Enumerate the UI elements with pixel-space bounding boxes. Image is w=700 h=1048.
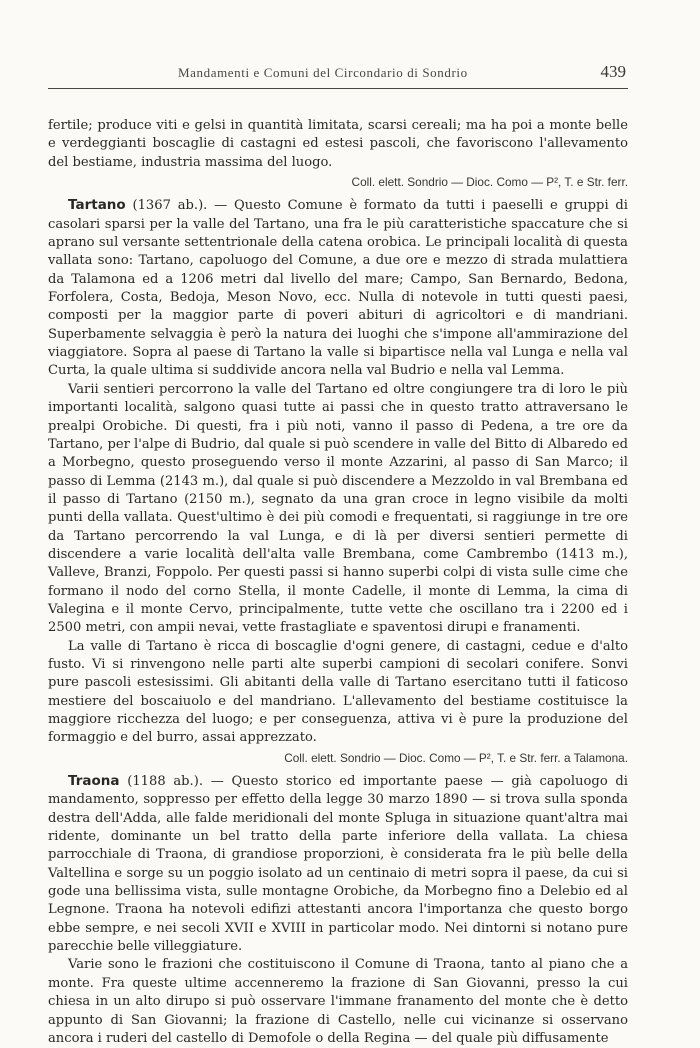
entry-title: Tartano <box>68 197 126 214</box>
running-title: Mandamenti e Comuni del Circondario di Sondrio <box>178 65 468 80</box>
running-header <box>48 62 628 89</box>
entry-traona <box>48 772 628 956</box>
entry-title: Traona <box>68 773 120 790</box>
entry-text: (1188 ab.). — Questo storico ed importante paese — già capoluogo di mandamento, soppresso per effetto della legge 30 marzo 1890 — si trova sulla sponda destra dell'Adda, alle falde meridionali del monte Spluga in situazione quant'altra mai ridente, dominante un bel tratto della parte inferiore della vallata. La chiesa parrocchiale di Traona, di grandiose proporzioni, è considerata fra le più belle della Valtellina e sorge su un poggio isolato ad un centinaio di metri sopra il paese, da cui si gode una bellissima vista, sulle montagne Orobiche, da Morbegno fino a Delebio ed al Legnone. Traona ha notevoli edifizi attestanti ancora l'importanza che questo borgo ebbe sempre, e nei secoli XVII e XVIII in particolar modo. Nei dintorni si notano pure parecchie belle villeggiature. <box>48 774 628 955</box>
entry-text: (1367 ab.). — Questo Comune è formato da tutti i paeselli e gruppi di casolari sparsi per la valle del Tartano, una fra le più caratteristiche spaccature che si aprano sul versante settentrionale della catena orobica. Le principali località di questa vallata sono: Tartano, capoluogo del Comune, a due ore e mezzo di strada mulattiera da Talamona ed a 1206 metri dal livello del mare; Campo, San Bernardo, Bedona, Forfolera, Costa, Bedoja, Meson Novo, ecc. Nulla di notevole in tutti questi paesi, composti per la maggior parte di poveri abituri di agricoltori e di mandriani. Superbamente selvaggia è però la natura dei luoghi che s'impone all'ammirazione del viaggiatore. Sopra al paese di Tartano la valle si bipartisce nella val Lunga e nella val Curta, la quale ultima si suddivide ancora nella val Budrio e nella val Lemma. <box>48 198 628 379</box>
paragraph: La valle di Tartano è ricca di boscaglie d'ogni genere, di castagni, cedue e d'alto fusto. Vi si rinvengono nelle parti alte superbi campioni di secolari conifere. Sonvi pure pascoli estesissimi. Gli abitanti della valle di Tartano esercitano tutti il faticoso mestiere del boscaiuolo e del mandriano. L'allevamento del bestiame costituisce la maggiore ricchezza del luogo; e per conseguenza, attiva vi è pure la produzione del formaggio e del burro, assai apprezzato. <box>48 638 628 746</box>
entry-metadata: Coll. elett. Sondrio — Dioc. Como — P², T. e Str. ferr. <box>351 175 628 190</box>
paragraph-continuation: fertile; produce viti e gelsi in quantità limitata, scarsi cereali; ma ha poi a monte belle e verdeggianti boscaglie di castagni ed estesi pascoli, che favoriscono l'allevamento del bestiame, industria massima del luogo. <box>48 118 628 170</box>
entry-tartano <box>48 196 628 380</box>
entry-metadata: Coll. elett. Sondrio — Dioc. Como — P², T. e Str. ferr. a Talamona. <box>284 750 628 765</box>
paragraph: Varie sono le frazioni che costituiscono il Comune di Traona, tanto al piano che a monte. Fra queste ultime accenneremo la frazione di San Giovanni, presso la cui chiesa in un alto dirupo si può osservare l'immane franamento del monte che è detto appunto di San Giovanni; la frazione di Castello, nelle cui vicinanze si osservano ancora i ruderi del castello di Demofole o della Regina — del quale più diffusamente <box>48 957 628 1046</box>
page-number: 439 <box>600 62 626 81</box>
page-body <box>48 117 628 1048</box>
paragraph: Varii sentieri percorrono la valle del Tartano ed oltre congiungere tra di loro le più importanti località, salgono quasi tutte ai passi che in questo tratto attraversano le prealpi Orobiche. Di questi, fra i più noti, vanno il passo di Pedena, a tre ore da Tartano, per l'alpe di Budrio, dal quale si può scendere in valle del Bitto di Albaredo ed a Morbegno, questo proseguendo verso il monte Azzarini, al passo di San Marco; il passo di Lemma (2143 m.), dal quale si può discendere a Mezzoldo in val Brembana ed il passo di Tartano (2150 m.), segnato da una gran croce in legno visibile da molti punti della vallata. Quest'ultimo è dei più comodi e frequentati, si raggiunge in tre ore da Tartano percorrendo la val Lunga, e di là per diversi sentieri permette di discendere a varie località dell'alta valle Brembana, come Cambrembo (1413 m.), Valleve, Branzi, Foppolo. Per questi passi si hanno superbi colpi di vista sulle cime che formano il nodo del corno Stella, il monte Cadelle, il monte di Lemma, la cima di Valegina e il monte Cervo, principalmente, tutte vette che oscillano tra i 2200 ed i 2500 metri, con ampii nevai, vette frastagliate e spaventosi dirupi e franamenti. <box>48 381 628 636</box>
